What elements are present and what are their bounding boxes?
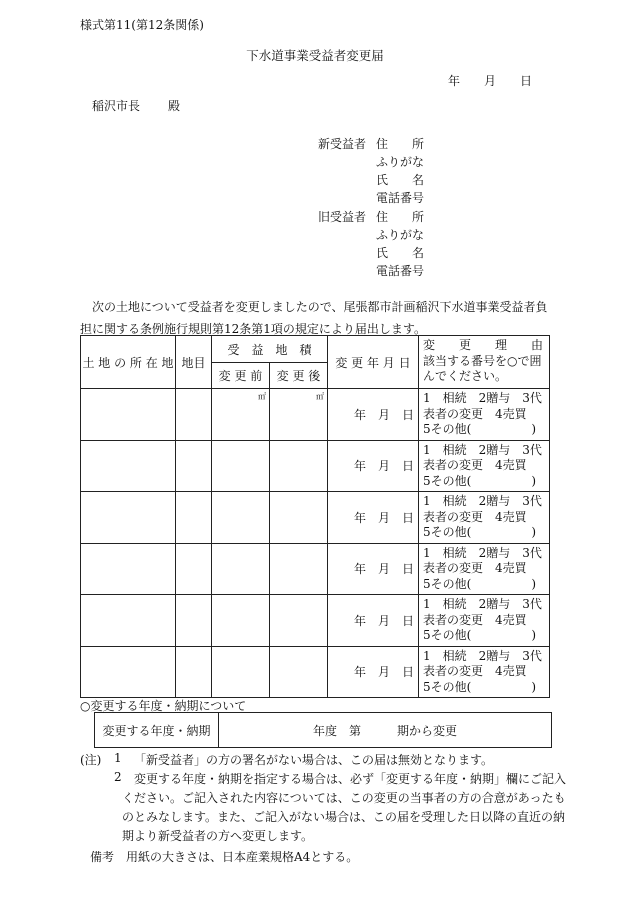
old-furigana-field[interactable]: ふりがな	[376, 228, 425, 242]
area-before-cell[interactable]	[212, 492, 270, 544]
period-section-label: ○変更する年度・納期について	[80, 699, 247, 713]
chimoku-cell[interactable]	[176, 389, 212, 441]
reason-cell[interactable]	[419, 440, 550, 492]
reason-line: 1 相続 2贈与 3代	[423, 494, 542, 508]
table-row	[81, 595, 550, 647]
note2-number: 2	[114, 770, 122, 784]
header-reason-title: 変 更 理 由	[423, 338, 544, 352]
reason-cell[interactable]	[419, 492, 550, 544]
area-after-cell[interactable]	[270, 595, 328, 647]
addressee-honorific: 殿	[168, 99, 181, 113]
header-change-date: 変 更 年 月 日	[328, 336, 419, 389]
row-date-label: 年 月 日	[353, 613, 414, 628]
row-date-label: 年 月 日	[353, 407, 414, 422]
addressee	[92, 97, 180, 114]
header-area-after: 変 更 後	[270, 363, 328, 389]
table-row	[81, 646, 550, 698]
reason-line: 表者の変更 4売買	[423, 509, 527, 524]
form-number: 様式第11(第12条関係)	[80, 18, 204, 32]
location-cell[interactable]	[81, 440, 176, 492]
reason-line: 5その他( )	[423, 525, 536, 539]
page-title: 下水道事業受益者変更届	[246, 48, 384, 63]
header-location: 土 地 の 所 在 地	[81, 336, 176, 389]
change-date-cell[interactable]	[328, 646, 419, 698]
date-year: 年	[448, 74, 461, 88]
chimoku-cell[interactable]	[176, 595, 212, 647]
reason-cell[interactable]	[419, 646, 550, 698]
addressee-name: 稲沢市長	[92, 99, 141, 113]
table-row	[81, 389, 550, 441]
reason-line: 1 相続 2贈与 3代	[423, 597, 542, 611]
new-beneficiary-label: 新受益者	[318, 137, 367, 151]
note2-line3: のとみなします。また、ご記入がない場合は、この届を受理した日以降の直近の納	[122, 810, 566, 824]
reason-line: 表者の変更 4売買	[423, 561, 527, 575]
reason-line: 表者の変更 4売買	[423, 612, 527, 627]
reason-line: 5その他( )	[423, 422, 536, 436]
header-area: 受 益 地 積	[212, 336, 328, 363]
header-chimoku: 地目	[176, 336, 212, 389]
header-reason-note: 該当する番号を○で囲んでください。	[423, 353, 542, 383]
area-before-cell[interactable]	[212, 543, 270, 595]
reason-cell[interactable]	[419, 389, 550, 441]
row-date-label: 年 月 日	[353, 459, 414, 474]
change-date-cell[interactable]	[328, 492, 419, 544]
area-after-cell[interactable]	[270, 543, 328, 595]
change-date-cell[interactable]	[328, 389, 419, 441]
area-before-cell[interactable]	[212, 595, 270, 647]
notes-prefix: (注)	[80, 753, 102, 767]
reason-line: 5その他( )	[423, 628, 536, 642]
row-date-label: 年 月 日	[353, 562, 414, 577]
location-cell[interactable]	[81, 543, 176, 595]
location-cell[interactable]	[81, 492, 176, 544]
note2-line1: 変更する年度・納期を指定する場合は、必ず「変更する年度・納期」欄にご記入	[134, 772, 567, 786]
area-after-cell[interactable]	[270, 646, 328, 698]
date-day: 日	[520, 74, 533, 88]
note2-line2: ください。ご記入された内容については、この変更の当事者の方の合意があったも	[122, 791, 566, 805]
reason-line: 5その他( )	[423, 679, 536, 694]
reason-line: 表者の変更 4売買	[423, 664, 527, 678]
period-label-cell: 変更する年度・納期	[95, 713, 219, 748]
table-row	[81, 492, 550, 544]
reason-line: 5その他( )	[423, 473, 536, 488]
area-before-cell[interactable]	[212, 440, 270, 492]
row-date-label: 年 月 日	[353, 665, 414, 680]
chimoku-cell[interactable]	[176, 646, 212, 698]
area-after-cell[interactable]	[270, 440, 328, 492]
reason-line: 1 相続 2贈与 3代	[423, 545, 542, 560]
reason-line: 1 相続 2贈与 3代	[423, 442, 542, 457]
area-unit: ㎡	[258, 392, 266, 401]
location-cell[interactable]	[81, 389, 176, 441]
old-phone-field[interactable]: 電話番号	[376, 264, 425, 278]
header-area-before: 変 更 前	[212, 363, 270, 389]
new-address-field[interactable]: 住 所	[376, 137, 425, 151]
reason-line: 1 相続 2贈与 3代	[423, 391, 542, 405]
reason-line: 表者の変更 4売買	[423, 406, 527, 421]
header-reason	[419, 336, 550, 389]
reason-line: 5その他( )	[423, 576, 536, 591]
old-beneficiary-label: 旧受益者	[318, 210, 367, 224]
area-after-cell[interactable]	[270, 389, 328, 441]
new-phone-field[interactable]: 電話番号	[376, 191, 425, 205]
table-row	[81, 543, 550, 595]
chimoku-cell[interactable]	[176, 440, 212, 492]
new-furigana-field[interactable]: ふりがな	[376, 155, 425, 169]
period-value-cell[interactable]: 年度 第 期から変更	[219, 713, 552, 748]
note2-line4: 期より新受益者の方へ変更します。	[122, 829, 314, 843]
submission-date	[448, 72, 532, 89]
reason-cell[interactable]	[419, 543, 550, 595]
area-after-cell[interactable]	[270, 492, 328, 544]
table-row	[81, 440, 550, 492]
area-before-cell[interactable]	[212, 646, 270, 698]
area-unit: ㎡	[316, 392, 324, 401]
remarks: 備考 用紙の大きさは、日本産業規格A4とする。	[90, 850, 359, 864]
date-month: 月	[484, 74, 497, 88]
chimoku-cell[interactable]	[176, 543, 212, 595]
reason-cell[interactable]	[419, 595, 550, 647]
intro-text: 次の土地について受益者を変更しましたので、尾張都市計画稲沢下水道事業受益者負担に関する条例施行規則第12条第1項の規定により届出します。	[80, 300, 548, 336]
new-name-field[interactable]: 氏 名	[376, 173, 425, 187]
chimoku-cell[interactable]	[176, 492, 212, 544]
change-date-cell[interactable]	[328, 595, 419, 647]
note1-number: 1	[114, 751, 122, 765]
row-date-label: 年 月 日	[353, 510, 414, 525]
change-date-cell[interactable]	[328, 543, 419, 595]
old-name-field[interactable]: 氏 名	[376, 246, 425, 260]
location-cell[interactable]	[81, 646, 176, 698]
old-address-field[interactable]: 住 所	[376, 210, 425, 224]
reason-line: 1 相続 2贈与 3代	[423, 648, 542, 663]
land-table	[80, 335, 550, 698]
change-date-cell[interactable]	[328, 440, 419, 492]
reason-line: 表者の変更 4売買	[423, 458, 527, 472]
area-before-cell[interactable]	[212, 389, 270, 441]
location-cell[interactable]	[81, 595, 176, 647]
note1-text: 「新受益者」の方の署名がない場合は、この届は無効となります。	[134, 753, 494, 767]
period-table	[94, 712, 552, 748]
